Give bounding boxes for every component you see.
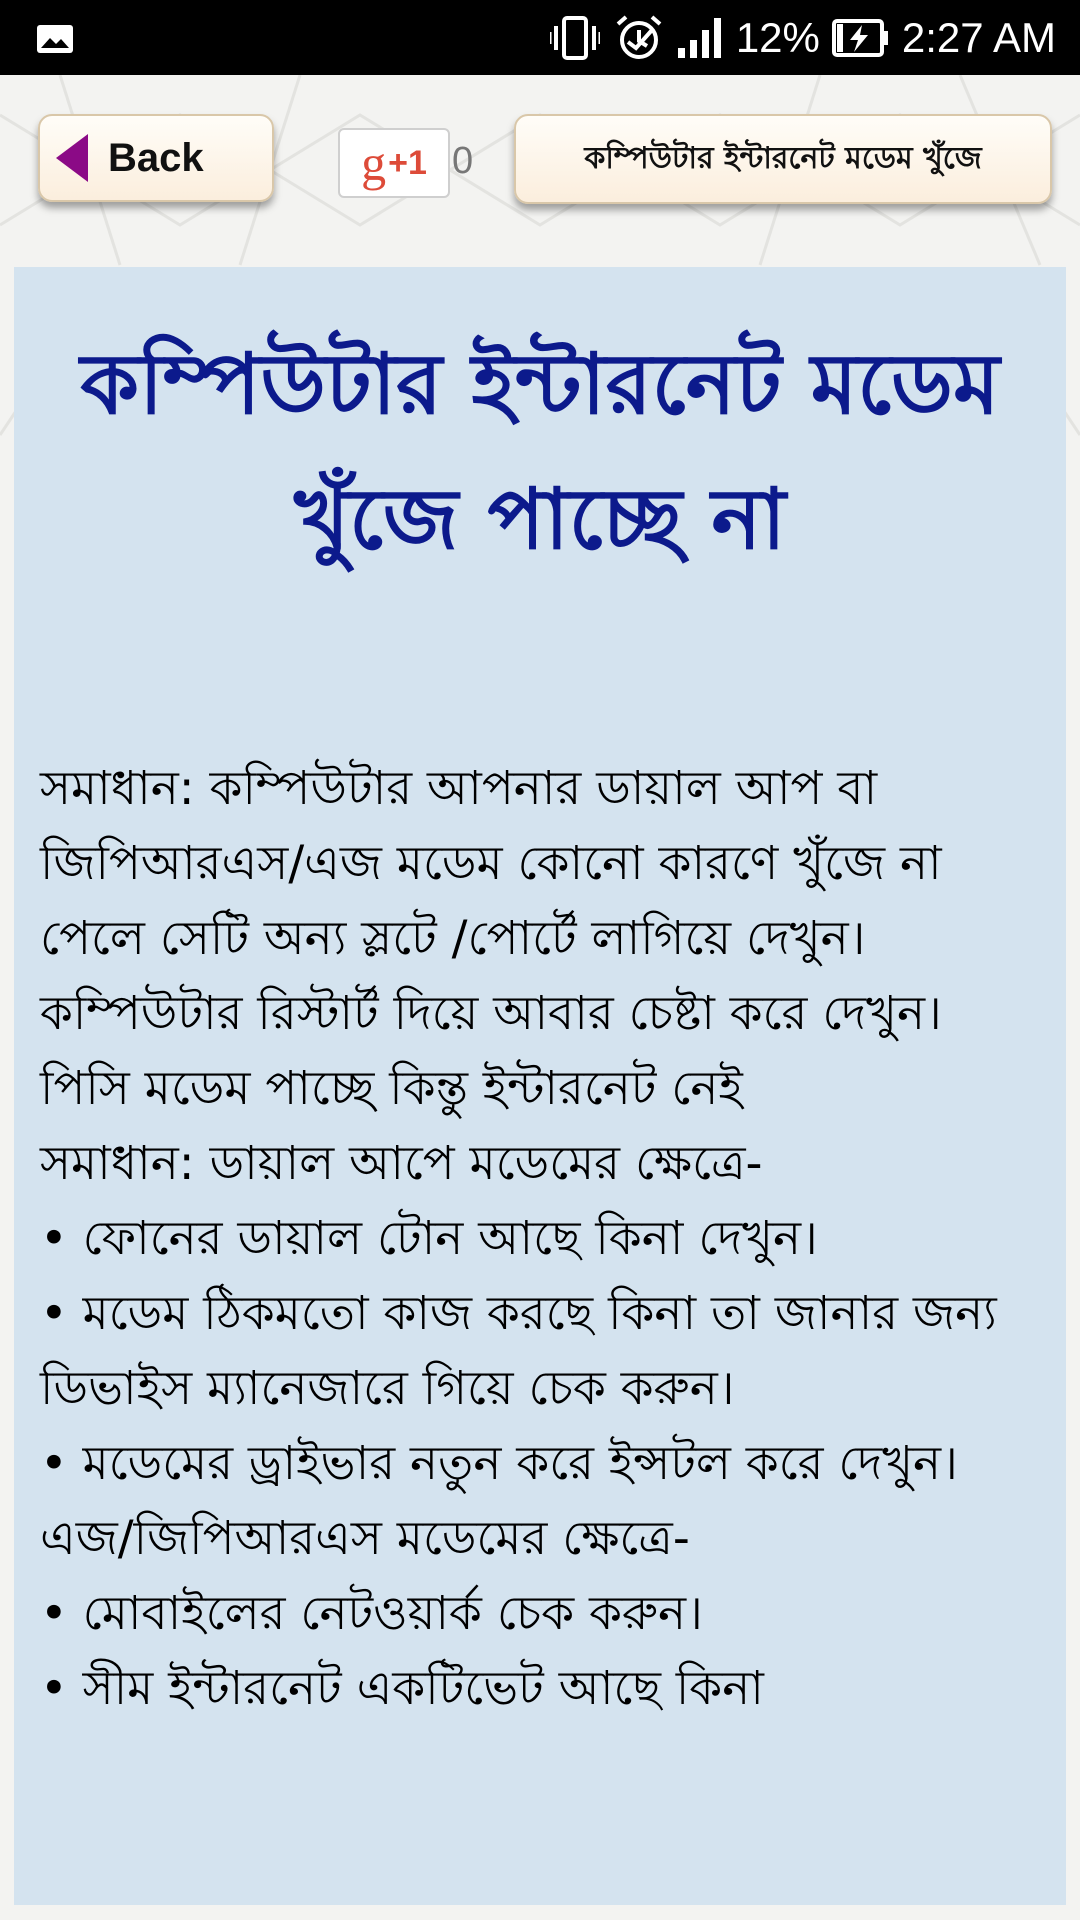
article-paragraph: • মডেম ঠিকমতো কাজ করছে কিনা তা জানার জন্য ডিভাইস ম্যানেজারে গিয়ে চেক করুন। [40,1286,997,1416]
article-body [40,751,1050,1726]
article-paragraph: • মডেমের ড্রাইভার নতুন করে ইন্সটল করে দেখুন। [40,1436,958,1491]
plus-one-label: +1 [388,143,427,182]
google-plus-one-button[interactable] [338,128,450,198]
plus-one-count: 0 [452,140,474,182]
article-paragraph: সমাধান: কম্পিউটার আপনার ডায়াল আপ বা জিপিআরএস/এজ মডেম কোনো কারণে খুঁজে না পেলে সেটি অন্য স্লটে /পোর্টে লাগিয়ে দেখুন। কম্পিউটার রিস্টার্ট দিয়ে আবার চেষ্টা করে দেখুন। [40,761,942,1041]
article-paragraph: • মোবাইলের নেটওয়ার্ক চেক করুন। [40,1586,703,1641]
back-button-label: Back [108,135,204,180]
article-paragraph: পিসি মডেম পাচ্ছে কিন্তু ইন্টারনেট নেই [40,1061,743,1116]
article-paragraph: • সীম ইন্টারনেট একটিভেট আছে কিনা [40,1661,764,1716]
article-paragraph: সমাধান: ডায়াল আপে মডেমের ক্ষেত্রে- [40,1136,763,1191]
vibrate-icon [550,16,600,60]
clock-time: 2:27 AM [901,13,1056,61]
battery-charging-icon [832,19,890,57]
article-title-button[interactable] [514,114,1052,204]
back-button[interactable] [38,114,274,202]
article-paragraph: এজ/জিপিআরএস মডেমের ক্ষেত্রে- [40,1511,690,1566]
article-content[interactable] [14,267,1066,1905]
article-heading: কম্পিউটার ইন্টারনেট মডেম খুঁজে পাচ্ছে না [80,335,1000,568]
alarm-icon [614,14,664,62]
google-plus-icon: g [361,135,387,191]
gallery-icon [36,24,74,54]
article-paragraph: • ফোনের ডায়াল টোন আছে কিনা দেখুন। [40,1211,818,1266]
signal-icon [678,18,722,58]
back-arrow-icon [56,134,88,182]
battery-percent: 12% [735,13,820,61]
article-title-button-label: কম্পিউটার ইন্টারনেট মডেম খুঁজে [584,140,982,176]
status-bar [0,0,1080,75]
